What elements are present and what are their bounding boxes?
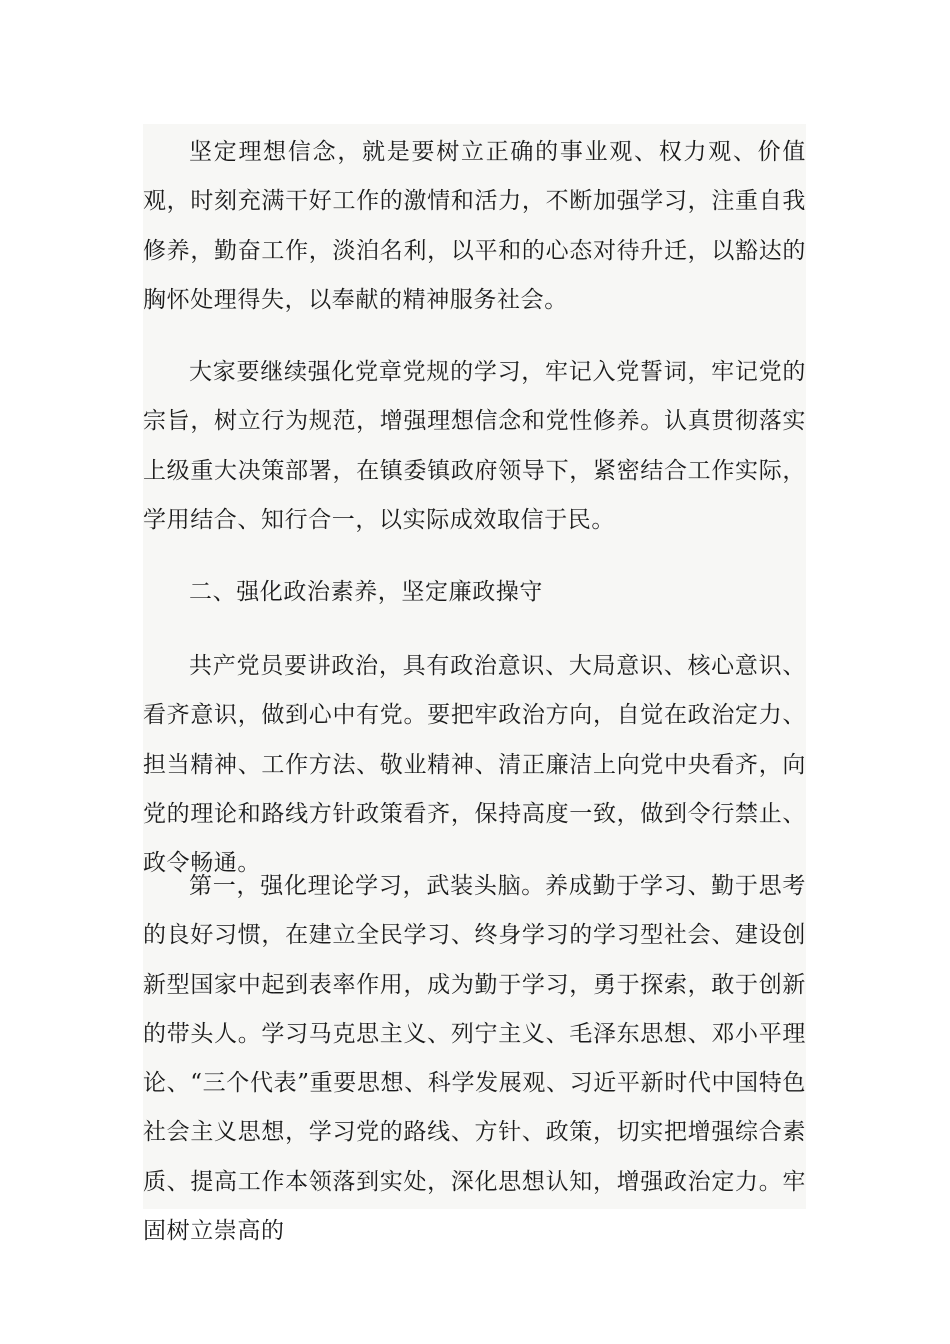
paragraph-political-awareness: 共产党员要讲政治，具有政治意识、大局意识、核心意识、看齐意识，做到心中有党。要把牢政治方向，自觉在政治定力、担当精神、工作方法、敬业精神、清正廉洁上向党中央看齐，向党的理论和路线方针政策看齐，保持高度一致，做到令行禁止、政令畅通。 xyxy=(143,653,806,877)
paragraph-ideals-belief: 坚定理想信念，就是要树立正确的事业观、权力观、价值观，时刻充满干好工作的激情和活力，不断加强学习，注重自我修养，勤奋工作，淡泊名利，以平和的心态对待升迁，以豁达的胸怀处理得失，以奉献的精神服务社会。 xyxy=(143,139,806,313)
document-text-block xyxy=(143,124,806,1245)
section-heading: 二、强化政治素养，坚定廉政操守 xyxy=(189,579,543,605)
paragraph-theory-study: 第一，强化理论学习，武装头脑。养成勤于学习、勤于思考的良好习惯，在建立全民学习、终身学习的学习型社会、建设创新型国家中起到表率作用，成为勤于学习，勇于探索，敢于创新的带头人。学习马克思主义、列宁主义、毛泽东思想、邓小平理论、“三个代表”重要思想、科学发展观、习近平新时代中国特色社会主义思想，学习党的路线、方针、政策，切实把增强综合素质、提高工作本领落到实处，深化思想认知，增强政治定力。牢固树立崇高的 xyxy=(143,873,806,1245)
paragraph-party-rules-study: 大家要继续强化党章党规的学习，牢记入党誓词，牢记党的宗旨，树立行为规范，增强理想信念和党性修养。认真贯彻落实上级重大决策部署，在镇委镇政府领导下，紧密结合工作实际，学用结合、知行合一，以实际成效取信于民。 xyxy=(143,359,806,533)
